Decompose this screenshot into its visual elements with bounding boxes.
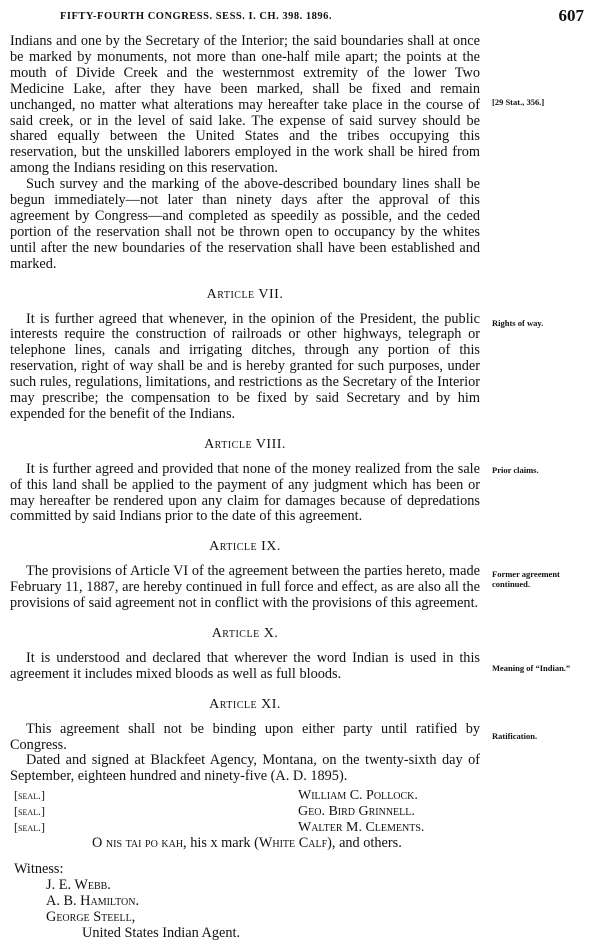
running-header: [8, 6, 590, 28]
seal-mark: [seal.]: [14, 788, 45, 803]
page-number: 607: [558, 6, 584, 25]
article-x-heading: Article X.: [211, 626, 279, 641]
signer-name: Geo. Bird Grinnell.: [298, 804, 415, 820]
article-x-text: It is understood and declared that wherever the word Indian is used in this agreement it includes mixed bloods as well as full bloods.: [10, 649, 480, 682]
witness-name: A. B. Hamilton.: [46, 892, 140, 909]
mark-signer-name: O nis tai po kah: [92, 835, 184, 852]
margin-note-former-agreement: Former agreement continued.: [492, 569, 560, 589]
article-vii-heading: Article VII.: [206, 286, 284, 302]
margin-note-stat-ref: [29 Stat., 356.]: [492, 97, 545, 107]
margin-note-prior-claims: Prior claims.: [492, 465, 539, 475]
mark-alias: White Calf: [258, 835, 328, 852]
witness-name: J. E. Webb.: [46, 877, 111, 894]
article-xi-dated-text: Dated and signed at Blackfeet Agency, Montana, on the twenty-sixth day of September, eighteen hundred and ninety-five (A. D. 1895).: [10, 752, 480, 785]
mark-text: , his x mark (: [183, 835, 259, 852]
article-viii-heading: Article VIII.: [204, 436, 286, 452]
document-body: [10, 34, 480, 942]
mark-signature-line: [10, 836, 480, 852]
seal-mark: [seal.]: [14, 804, 45, 819]
witness-label: Witness:: [14, 861, 64, 878]
signature-block: [10, 788, 480, 836]
signer-name: William C. Pollock.: [298, 788, 418, 804]
paragraph-survey-timing: Such survey and the marking of the above-described boundary lines shall be begun immediately—not later than ninety days after the approval of this agreement by Congress—and completed as speedily as possible, and the ceded portion of the reservation shall not be thrown open to occupancy by the whites until after the new boundaries of the reservation shall have been established and marked.: [10, 176, 480, 272]
article-xi-heading: Article XI.: [209, 696, 281, 712]
article-ix-heading: Article IX.: [209, 539, 281, 555]
article-xi-ratification-text: This agreement shall not be binding upon either party until ratified by Congress.: [10, 720, 480, 753]
seal-mark: [seal.]: [14, 820, 45, 835]
signer-name: Walter M. Clements.: [298, 820, 425, 836]
article-viii-text: It is further agreed and provided that none of the money realized from the sale of this land shall be applied to the payment of any judgment which has been or may hereafter be rendered upon any claim for damages because of depredations committed by said Indians prior to the date of this agreement.: [10, 460, 480, 525]
paragraph-survey-boundaries: Indians and one by the Secretary of the Interior; the said boundaries shall at once be marked by monuments, not more than one-half mile apart; the points at the mouth of Divide Creek and the westernmost extremity of the lower Two Medicine Lake, after they have been marked, shall be fixed and remain unchanged, no matter what alterations may hereafter take place in the course of said creek, or in the level of said lake. The expense of said survey should be shared equally between the United States and the tribes occupying this reservation, but the unskilled laborers employed in the work shall be hired from among the Indians residing on this reservation.: [10, 33, 480, 177]
running-head: FIFTY-FOURTH CONGRESS. SESS. I. CH. 398. 1896.: [60, 11, 332, 22]
margin-note-meaning-indian: Meaning of “Indian.”: [492, 663, 571, 673]
article-ix-text: The provisions of Article VI of the agreement between the parties hereto, made February 11, 1887, are hereby continued in full force and effect, as are also all the provisions of said agreement not in conflict with the provisions of this agreement.: [10, 563, 480, 612]
margin-note-ratification: Ratification.: [492, 731, 538, 741]
witness-title: United States Indian Agent.: [82, 924, 241, 941]
article-vii-text: It is further agreed that whenever, in the opinion of the President, the public interests require the construction of railroads or other highways, telegraph or telephone lines, canals and irrigating ditches, through any portion of this reservation, right of way shall be and is hereby granted for such purposes, under such rules, regulations, limitations, and restrictions as the Secretary of the Interior may prescribe; the compensation to be fixed by said Secretary and by him expended for the benefit of the Indians.: [10, 310, 480, 422]
margin-note-rights-of-way: Rights of way.: [492, 318, 544, 328]
mark-text-end: ), and others.: [327, 835, 402, 852]
witness-name: George Steell,: [46, 908, 136, 925]
